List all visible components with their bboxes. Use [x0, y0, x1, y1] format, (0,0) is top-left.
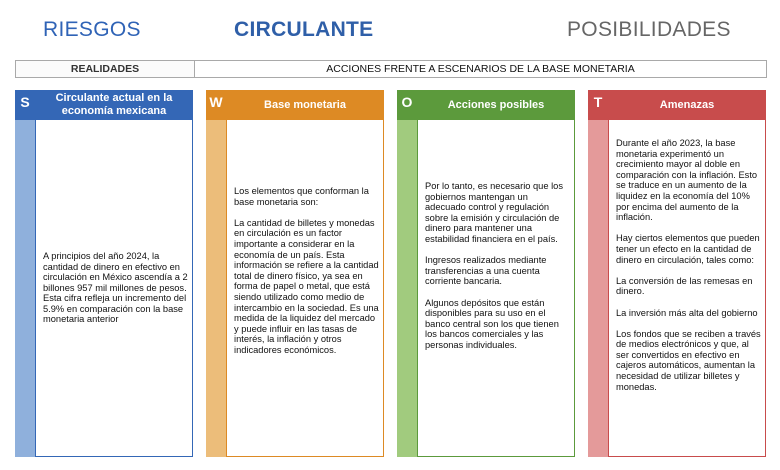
header-band	[15, 60, 767, 78]
title-posibilidades: POSIBILIDADES	[567, 18, 731, 41]
column-strip	[397, 120, 417, 457]
column-paragraph: A principios del año 2024, la cantidad de dinero en efectivo en circulación en México ascendía a 2 billones 957 mil millones de pesos. Esta cifra refleja un incremento del 5.9% en comparación con la base monetaria anterior	[43, 250, 188, 325]
column-header	[206, 90, 384, 120]
column-threats	[588, 90, 766, 457]
title-riesgos: RIESGOS	[43, 18, 141, 41]
column-body	[226, 120, 384, 457]
column-header	[15, 90, 193, 120]
column-paragraph: Los fondos que se reciben a través de medios electrónicos y que, al ser convertidos en efectivo en cajeros automáticos, aumentan la necesidad de utilizar billetes y monedas.	[616, 328, 761, 392]
column-body	[608, 120, 766, 457]
column-opportunities	[397, 90, 575, 457]
column-strengths	[15, 90, 193, 457]
column-paragraph: Los elementos que conforman la base monetaria son:	[234, 186, 369, 207]
column-weaknesses	[206, 90, 384, 457]
column-header	[397, 90, 575, 120]
column-title: Acciones posibles	[417, 90, 575, 120]
column-paragraph: Durante el año 2023, la base monetaria experimentó un crecimiento mayor al doble en comparación con la inflación. Esto se traduce en un aumento de la liquidez en la economía del 10% por encima del aumento de la inflación.	[616, 138, 758, 223]
column-paragraph: La cantidad de billetes y monedas en circulación es un factor importante a considerar en la economía de un país. Esta información se refiere a la cantidad total de dinero físico, ya sea en forma de papel o metal, que está siendo utilizado como medio de intercambio en la sociedad. Es una medida de la liquidez del mercado y puede influir en las tasas de interés, la inflación y otros indicadores económicos.	[234, 217, 379, 355]
column-header	[588, 90, 766, 120]
column-letter: T	[588, 90, 608, 120]
column-body	[417, 120, 575, 457]
band-realidades: REALIDADES	[16, 61, 195, 77]
column-paragraph: La inversión más alta del gobierno	[616, 307, 758, 318]
column-strip	[588, 120, 608, 457]
column-letter: W	[206, 90, 226, 120]
column-paragraph: Ingresos realizados mediante transferencias a una cuenta corriente bancaria.	[425, 255, 547, 287]
column-paragraph: Hay ciertos elementos que pueden tener un efecto en la cantidad de dinero en circulación, tales como:	[616, 233, 760, 265]
column-paragraph: Algunos depósitos que están disponibles para su uso en el banco central son los que tienen los bancos comerciales y las personas individuales.	[425, 297, 559, 350]
column-paragraph: Por lo tanto, es necesario que los gobiernos mantengan un adecuado control y regulación sobre la emisión y circulación de dinero para mantener una estabilidad financiera en el país.	[425, 181, 563, 244]
column-title: Base monetaria	[226, 90, 384, 120]
column-letter: O	[397, 90, 417, 120]
column-paragraph: La conversión de las remesas en dinero.	[616, 275, 753, 297]
column-letter: S	[15, 90, 35, 120]
column-strip	[15, 120, 35, 457]
column-body	[35, 120, 193, 457]
band-acciones: ACCIONES FRENTE A ESCENARIOS DE LA BASE MONETARIA	[326, 63, 635, 75]
column-title: Amenazas	[608, 90, 766, 120]
title-circulante: CIRCULANTE	[234, 18, 374, 41]
column-title: Circulante actual en la economía mexicana	[35, 90, 193, 120]
column-strip	[206, 120, 226, 457]
